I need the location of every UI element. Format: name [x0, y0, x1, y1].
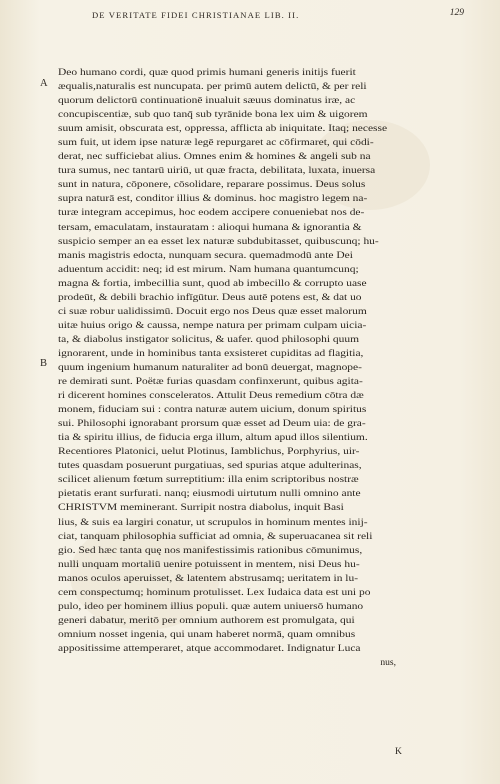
text-line	[58, 164, 408, 178]
text-line	[58, 319, 408, 333]
text-line-content: appositissime attemperaret, atque accommodaret. Indignatur Luca	[58, 642, 361, 654]
text-line	[58, 305, 408, 319]
text-line-content: turæ integram accepimus, hoc eodem accipere conueniebat nos de-	[58, 207, 365, 219]
text-line-content: quum ingenium humanum naturaliter ad bonū deuergat, magnope-	[58, 361, 362, 373]
text-line-content: pulo, ideo per hominem illius populi. quæ autem uniuersō humano	[58, 600, 364, 612]
text-line-content: CHRISTVM meminerant. Surripit nostra diabolus, inquit Basi	[58, 502, 344, 514]
text-line-content: gio. Sed hæc tanta quę nos manifestissimis rationibus cōmunimus,	[58, 544, 363, 556]
text-line	[58, 333, 408, 347]
text-line-content: ta, & diabolus instigator solicitus, & uafer. quod philosophi quum	[58, 333, 360, 345]
text-line	[58, 150, 408, 164]
text-line	[58, 628, 408, 642]
text-line-content: sum fuit, ut idem ipse naturæ legē repurgaret ac cōfirmaret, qui cōdi-	[58, 137, 374, 149]
text-line	[58, 291, 408, 305]
running-header	[92, 8, 464, 22]
text-line	[58, 431, 408, 445]
text-line	[58, 108, 408, 122]
text-line-content: uitæ huius origo & caussa, nempe natura per primam culpam uicia-	[58, 319, 367, 331]
margin-marker-b: B	[40, 358, 48, 369]
text-line-content: aduentum accidit: neq; id est mirum. Nam humana quantumcunq;	[58, 263, 359, 275]
text-line	[58, 263, 408, 277]
text-line-content: omnium nosset ingenia, qui unam haberet normā, quam omnibus	[58, 628, 356, 640]
text-line	[58, 586, 408, 600]
text-line	[58, 656, 408, 670]
text-line	[58, 221, 408, 235]
text-line-content: cem conspectumq; hominum protulisset. Lex Iudaica data est uni po	[58, 586, 371, 598]
text-line	[58, 347, 408, 361]
text-line	[58, 501, 408, 515]
text-line	[58, 558, 408, 572]
text-line	[58, 544, 408, 558]
text-line-content: suum amisit, obscurata est, oppressa, afflicta ab iniquitate. Itaq; necesse	[58, 123, 388, 135]
text-line-content: scilicet alienum fœtum surreptitium: illa enim scriptoribus nostræ	[58, 474, 359, 486]
text-line-content: quorum delictorū continuationē inualuit sæuus dominatus iræ, ac	[58, 95, 356, 107]
text-line-content: sui. Philosophi ignorabant prorsum quæ esset ad Deum uia: de gra-	[58, 418, 366, 430]
text-line-content: generi dabatur, meritō per omnium authorem est promulgata, qui	[58, 614, 355, 626]
text-line-content: nus,	[380, 656, 396, 668]
text-line	[58, 600, 408, 614]
text-line-content: monem, fiduciam sui : contra naturæ autem uicium, donum spiritus	[58, 404, 367, 416]
text-line	[58, 361, 408, 375]
text-line-content: lius, & suis ea largiri conatur, ut scrupulos in hominum mentes inij-	[58, 516, 368, 528]
text-line	[58, 94, 408, 108]
text-line-content: Recentiores Platonici, uelut Plotinus, Iamblichus, Porphyrius, uir-	[58, 446, 360, 458]
text-line-content: pietatis erant surfurati. nanq; eiusmodi uirtutum nulli omnino ante	[58, 488, 361, 500]
text-line-content: derat, nec sufficiebat alius. Omnes enim & homines & angeli sub na	[58, 151, 371, 163]
text-line-content: ciat, tanquam philosophia sufficiat ad omnia, & superuacanea sit reli	[58, 530, 373, 542]
text-line	[58, 389, 408, 403]
text-line	[58, 235, 408, 249]
text-line	[58, 178, 408, 192]
text-line	[58, 516, 408, 530]
text-line	[58, 530, 408, 544]
text-line-content: tura sumus, nec tantarū uiriū, ut quæ fracta, debilitata, luxata, inuersa	[58, 165, 376, 177]
text-line	[58, 192, 408, 206]
text-line-content: ignorarent, unde in hominibus tanta exsisteret cupiditas ad flagitia,	[58, 347, 364, 359]
body-text	[58, 66, 408, 670]
text-line	[58, 473, 408, 487]
text-line-content: prodeūt, & debili brachio infīgūtur. Deus autē potens est, & dat uo	[58, 291, 362, 303]
folio-number: 129	[449, 8, 464, 18]
running-title: DE VERITATE FIDEI CHRISTIANAE LIB. II.	[92, 10, 300, 20]
text-line-content: Deo humano cordi, quæ quod primis humani generis initijs fuerit	[58, 67, 356, 78]
text-line	[58, 487, 408, 501]
text-line-content: nulli unquam mortaliū uenire potuissent in mentem, nisi Deus hu-	[58, 558, 360, 570]
text-line	[58, 80, 408, 94]
text-line	[58, 66, 408, 80]
text-line	[58, 122, 408, 136]
text-line	[58, 459, 408, 473]
text-line-content: ri dicerent homines consceleratos. Attulit Deus remedium cōtra dæ	[58, 390, 364, 402]
text-line-content: tutes quasdam posuerunt purgatiuas, sed spurias atque adulterinas,	[58, 460, 362, 472]
text-line	[58, 614, 408, 628]
text-line-content: re demirati sunt. Poëtæ furias quasdam confinxerunt, quibus agita-	[58, 376, 363, 388]
text-line-content: supra naturā est, conditor illius & dominus. hoc magistro legem na-	[58, 193, 368, 205]
text-line-content: æqualis,naturalis est nuncupata. per primū autem delictū, & per reli	[58, 81, 367, 93]
text-line-content: magna & fortia, imbecillia sunt, quod ab imbecillo & corrupto uase	[58, 277, 367, 289]
text-line	[58, 136, 408, 150]
text-line	[58, 403, 408, 417]
text-line-content: suspicio semper an ea esset lex naturæ subdubitasset, quibuscunq; hu-	[58, 235, 379, 247]
text-line	[58, 206, 408, 220]
text-line-content: manos oculos aperuisset, & latentem abstrusamq; ueritatem in lu-	[58, 572, 359, 584]
catchword: K	[395, 746, 402, 757]
text-line	[58, 572, 408, 586]
text-line	[58, 417, 408, 431]
text-line	[58, 642, 408, 656]
text-line	[58, 277, 408, 291]
text-line-content: ci suæ robur ualidissimū. Docuit ergo nos Deus quæ esset malorum	[58, 305, 367, 317]
text-line-content: concupiscentiæ, sub quo tanq̄ sub tyrānide bona lex uim & uigorem	[58, 109, 368, 121]
text-line	[58, 249, 408, 263]
text-line	[58, 375, 408, 389]
text-line-content: manis magistris edocta, nunquam secura. quemadmodū ante Dei	[58, 249, 353, 261]
text-line-content: tia & spiritu illius, de fiducia erga illum, altum apud illos silentium.	[58, 432, 368, 444]
margin-marker-a: A	[40, 78, 48, 89]
text-line	[58, 445, 408, 459]
text-line-content: tersam, emaculatam, instauratam : alioqui humana & ignorantia &	[58, 221, 362, 233]
text-line-content: sunt in natura, cōponere, cōsolidare, reparare possimus. Deus solus	[58, 179, 366, 191]
